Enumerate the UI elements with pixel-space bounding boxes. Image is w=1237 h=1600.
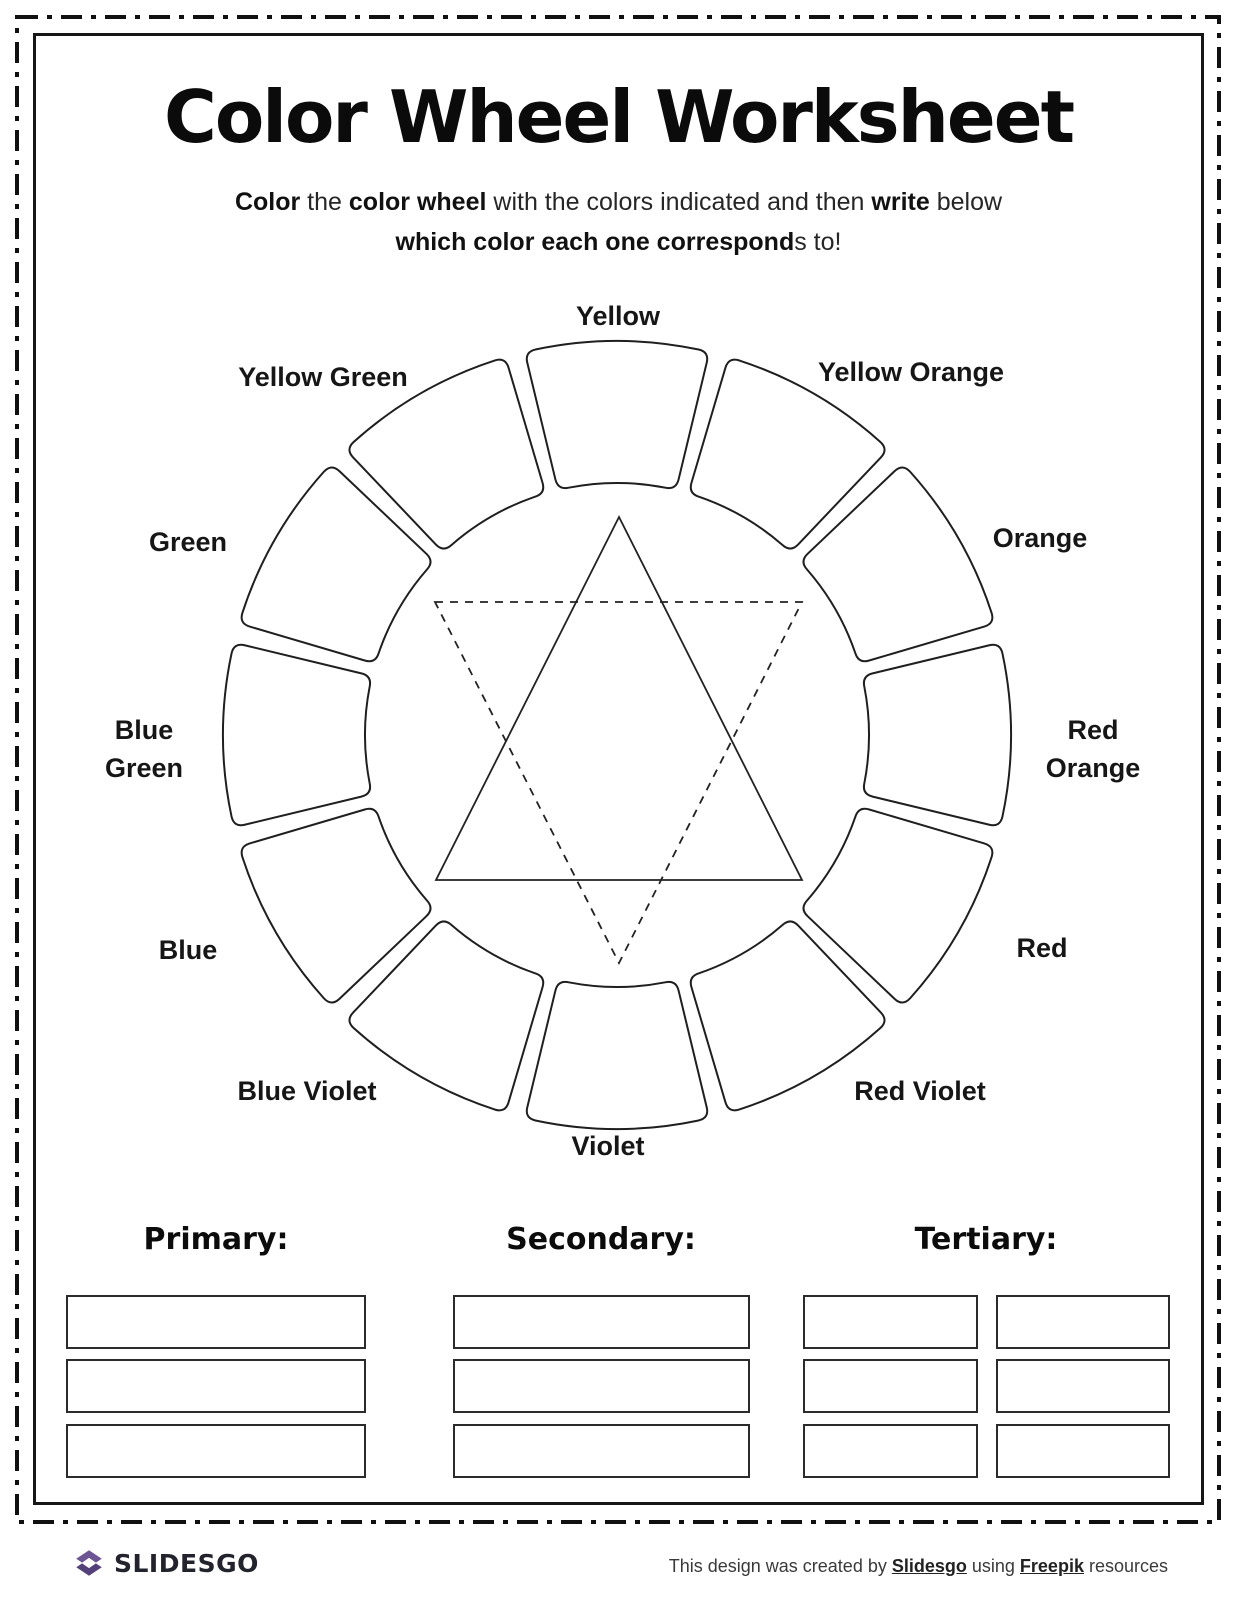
wheel-segment-yellow[interactable] — [527, 341, 707, 488]
wheel-label-blue: Blue — [158, 935, 218, 965]
wheel-label-yellow-orange: Yellow Orange — [817, 357, 1005, 387]
heading-primary: Primary: — [143, 1222, 289, 1257]
text-segment: the — [300, 188, 349, 216]
answer-box-primary-2[interactable] — [66, 1359, 366, 1413]
slidesgo-logo[interactable] — [72, 1546, 259, 1580]
slidesgo-wordmark: SLIDESGO — [114, 1548, 259, 1578]
answer-box-primary-3[interactable] — [66, 1424, 366, 1478]
wheel-segment-violet[interactable] — [527, 982, 707, 1129]
heading-tertiary: Tertiary: — [914, 1222, 1058, 1257]
answer-box-secondary-3[interactable] — [453, 1424, 750, 1478]
answer-box-tertiary-5[interactable] — [803, 1424, 978, 1478]
wheel-label-red: Red — [1016, 933, 1068, 963]
wheel-segment-red-orange[interactable] — [864, 645, 1011, 825]
answer-box-tertiary-2[interactable] — [996, 1295, 1170, 1349]
answer-box-tertiary-1[interactable] — [803, 1295, 978, 1349]
heading-secondary: Secondary: — [506, 1222, 696, 1257]
answer-box-primary-1[interactable] — [66, 1295, 366, 1349]
wheel-label-red-violet: Red Violet — [854, 1076, 986, 1106]
wheel-label-blue-green: Blue Green — [104, 715, 184, 783]
wheel-segment-blue-green[interactable] — [223, 645, 370, 825]
answer-box-tertiary-6[interactable] — [996, 1424, 1170, 1478]
text-segment: s to! — [794, 228, 842, 256]
text-segment: This design was created by — [668, 1556, 892, 1576]
answer-box-secondary-2[interactable] — [453, 1359, 750, 1413]
text-segment: below — [929, 188, 1003, 216]
text-segment: with the colors indicated and then — [486, 188, 872, 216]
wheel-label-yellow: Yellow — [575, 301, 661, 331]
text-segment: which color each one correspond — [395, 228, 795, 256]
text-segment: resources — [1083, 1556, 1168, 1576]
text-segment: Color — [234, 188, 301, 216]
secondary-colors-triangle — [435, 602, 802, 963]
slidesgo-s-icon — [72, 1546, 106, 1580]
wheel-label-yellow-green: Yellow Green — [238, 362, 408, 392]
wheel-label-blue-violet: Blue Violet — [237, 1076, 377, 1106]
wheel-label-violet: Violet — [571, 1131, 645, 1161]
wheel-label-green: Green — [148, 527, 228, 557]
page-title: Color Wheel Worksheet — [163, 75, 1073, 159]
answer-box-tertiary-4[interactable] — [996, 1359, 1170, 1413]
credit-link[interactable]: Slidesgo — [891, 1556, 967, 1576]
text-segment: write — [871, 188, 930, 216]
answer-box-tertiary-3[interactable] — [803, 1359, 978, 1413]
primary-colors-triangle — [436, 517, 802, 880]
wheel-label-orange: Orange — [992, 523, 1088, 553]
answer-box-secondary-1[interactable] — [453, 1295, 750, 1349]
credit-link[interactable]: Freepik — [1019, 1556, 1084, 1576]
text-segment: using — [966, 1556, 1020, 1576]
wheel-label-red-orange: Red Orange — [1045, 715, 1141, 783]
text-segment: color wheel — [348, 188, 487, 216]
credit-text — [669, 1556, 1168, 1577]
